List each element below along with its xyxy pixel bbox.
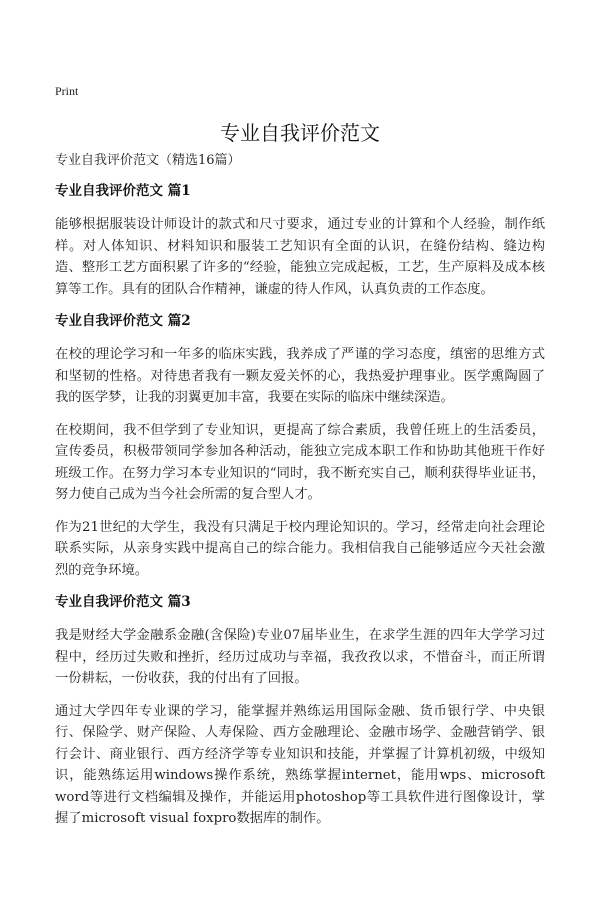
document-body [55, 150, 545, 841]
document-subtitle: 专业自我评价范文（精选16篇） [55, 153, 241, 168]
paragraph: 我是财经大学金融系金融(含保险)专业07届毕业生，在求学生涯的四年大学学习过程中，经历过失败和挫折，经历过成功与幸福，我孜孜以求，不惜奋斗，而正所谓一份耕耘，一份收获，我的付出有了回报。 [55, 628, 545, 686]
section-1 [55, 181, 545, 300]
paragraph: 能够根据服装设计师设计的款式和尺寸要求，通过专业的计算和个人经验，制作纸样。对人体知识、材料知识和服装工艺知识有全面的认识，在缝份结构、缝边构造、整形工艺方面积累了许多的“经验，能独立完成起板，工艺，生产原料及成本核算等工作。具有的团队合作精神，谦虚的待人作风，认真负责的工作态度。 [55, 217, 545, 297]
print-label[interactable]: Print [55, 84, 79, 98]
paragraph: 在校的理论学习和一年多的临床实践，我养成了严谨的学习态度，缜密的思维方式和坚韧的性格。对待患者我有一颗友爱关怀的心，我热爱护理事业。医学熏陶圆了我的医学梦，让我的羽翼更加丰富，我要在实际的临床中继续深造。 [55, 347, 545, 405]
section-heading: 专业自我评价范文 篇2 [55, 313, 191, 329]
section-3 [55, 592, 545, 830]
section-heading: 专业自我评价范文 篇1 [55, 183, 191, 199]
paragraph: 通过大学四年专业课的学习，能掌握并熟练运用国际金融、货币银行学、中央银行、保险学、财产保险、人寿保险、西方金融理论、金融市场学、金融营销学、银行会计、商业银行、西方经济学等专业知识和技能，并掌握了计算机初级，中级知识，能熟练运用windows操作系统，熟练掌握internet，能用wps、microsoft word等进行文档编辑及操作，并能运用photoshop等工具软件进行图像设计，掌握了microsoft visual foxpro数据库的制作。 [55, 703, 545, 826]
section-heading: 专业自我评价范文 篇3 [55, 594, 191, 610]
paragraph: 在校期间，我不但学到了专业知识，更提高了综合素质，我曾任班上的生活委员，宣传委员，积极带领同学参加各种活动，能独立完成本职工作和协助其他班干作好班级工作。在努力学习本专业知识的“同时，我不断充实自己，顺利获得毕业证书，努力使自己成为当今社会所需的复合型人才。 [55, 422, 545, 502]
section-2 [55, 311, 545, 581]
paragraph: 作为21世纪的大学生，我没有只满足于校内理论知识的。学习，经常走向社会理论联系实际，从亲身实践中提高自己的综合能力。我相信我自己能够适应今天社会激烈的竞争环境。 [55, 519, 545, 578]
page-title: 专业自我评价范文 [220, 121, 380, 145]
